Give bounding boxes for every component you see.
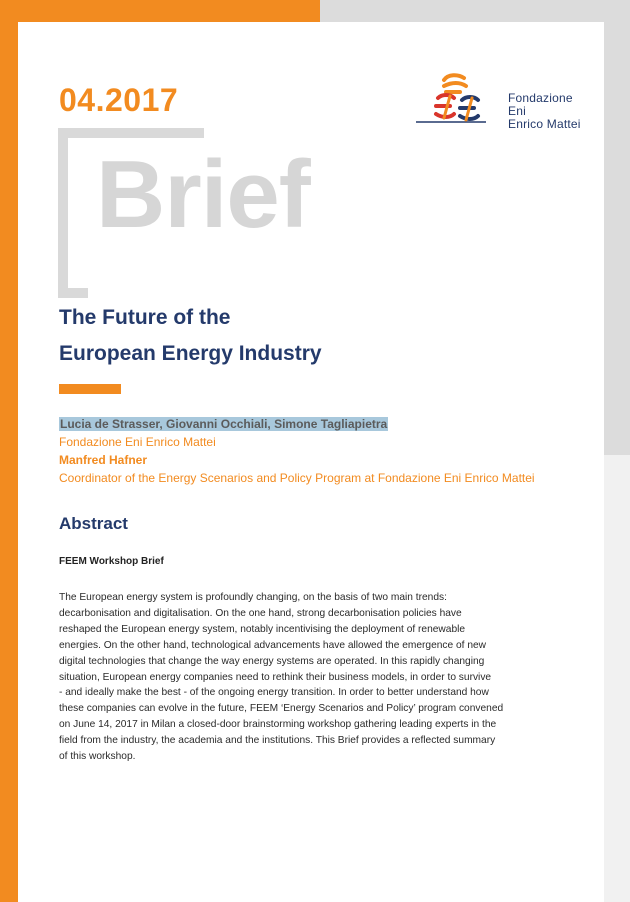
abstract-line: on June 14, 2017 in Milan a closed-door brainstorming workshop gathering leading experts in the <box>59 719 497 731</box>
abstract-line: situation, European energy companies need to rethink their business models, in order to survive <box>59 671 492 683</box>
top-orange-band <box>0 0 320 22</box>
brief-page <box>18 22 604 902</box>
title-line-1: The Future of the <box>59 306 231 329</box>
abstract-body <box>59 590 569 765</box>
document-title <box>59 300 322 372</box>
logo-line-1: Fondazione Eni <box>508 91 573 118</box>
authors-block <box>59 415 535 487</box>
brief-bracket <box>58 128 88 298</box>
author-names: Lucia de Strasser, Giovanni Occhiali, Simone Tagliapietra <box>60 417 388 431</box>
feem-logo-mark-icon <box>414 70 506 132</box>
abstract-subheading: FEEM Workshop Brief <box>59 556 164 567</box>
abstract-line: - and ideally make the best - of the ongoing energy transition. In order to better understand how <box>59 687 489 699</box>
abstract-line: field from the industry, the academia and the institutions. This Brief provides a reflected summary <box>59 735 496 747</box>
abstract-line: decarbonisation and digitalisation. On the one hand, strong decarbonisation policies have <box>59 607 462 619</box>
feem-logo-wordmark <box>508 92 594 131</box>
abstract-heading: Abstract <box>59 514 128 533</box>
right-gray-band <box>604 0 630 455</box>
abstract-line: these companies can evolve in the future, FEEM ‘Energy Scenarios and Policy’ program convened <box>59 703 504 715</box>
title-accent-bar <box>59 384 121 394</box>
brief-wordmark: Brief <box>96 141 310 248</box>
coordinator-role: Coordinator of the Energy Scenarios and Policy Program at Fondazione Eni Enrico Mattei <box>59 471 535 485</box>
left-orange-band <box>0 0 18 902</box>
feem-logo <box>414 70 594 132</box>
abstract-line: The European energy system is profoundly changing, on the basis of two main trends: <box>59 592 447 603</box>
author-affiliation: Fondazione Eni Enrico Mattei <box>59 435 216 449</box>
brief-bracket-top <box>78 128 204 138</box>
logo-line-2: Enrico Mattei <box>508 117 581 131</box>
title-line-2: European Energy Industry <box>59 342 322 365</box>
coordinator-name: Manfred Hafner <box>59 453 148 467</box>
top-gray-band <box>320 0 630 22</box>
abstract-line: digital technologies that change the way energy systems are operated. In this rapidly changing <box>59 655 485 667</box>
issue-number: 04.2017 <box>59 82 179 118</box>
abstract-line: reshaped the European energy system, notably incentivising the deployment of renewable <box>59 623 466 635</box>
abstract-line: of this workshop. <box>59 751 136 763</box>
abstract-line: energies. On the other hand, technological advancements have allowed the emergence of new <box>59 639 487 651</box>
